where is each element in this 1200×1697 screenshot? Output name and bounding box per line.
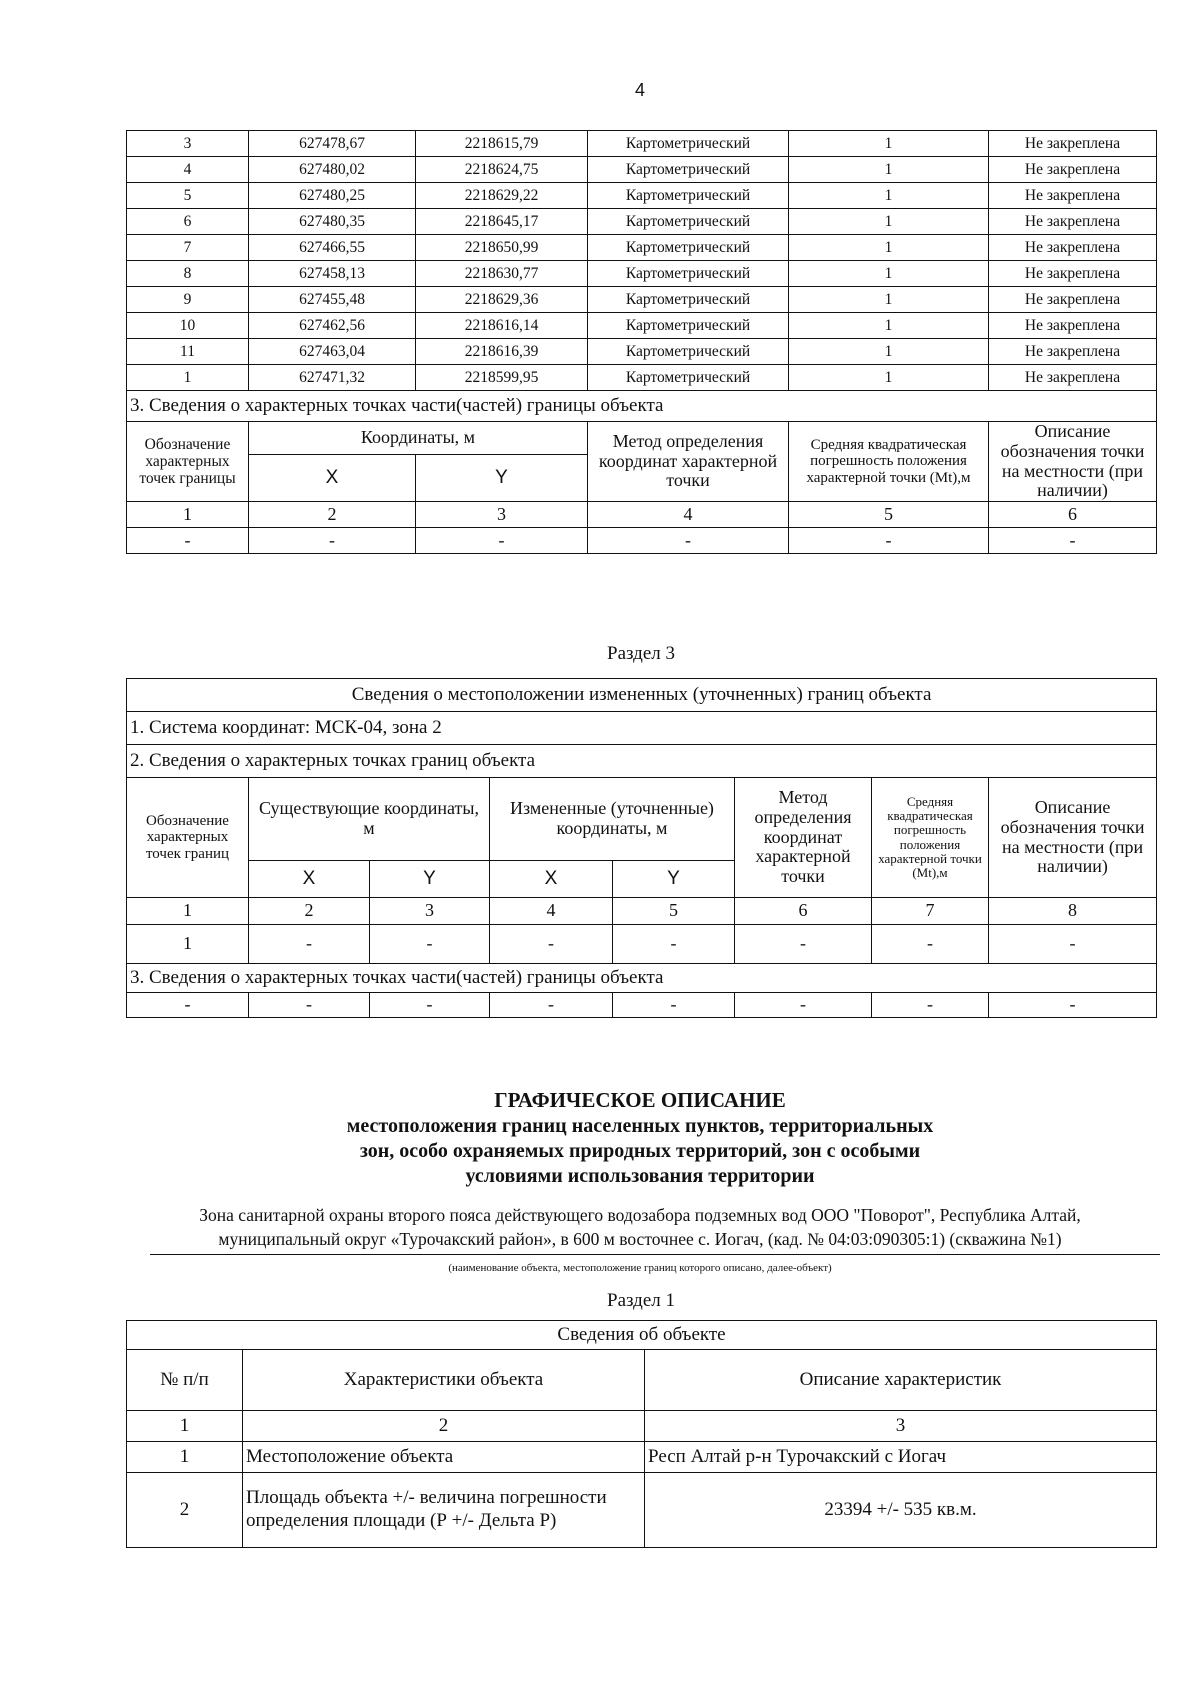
characteristic-value: 23394 +/- 535 кв.м. bbox=[645, 1473, 1157, 1548]
table-row bbox=[127, 313, 1157, 339]
fixation: Не закреплена bbox=[989, 235, 1157, 261]
method: Картометрический bbox=[588, 157, 789, 183]
header-changed-y: Y bbox=[613, 861, 735, 898]
table-row bbox=[127, 235, 1157, 261]
dash-cell: - bbox=[370, 925, 490, 964]
object-info-table bbox=[126, 1320, 1157, 1548]
error-mt: 1 bbox=[789, 365, 989, 391]
point-number: 5 bbox=[127, 183, 249, 209]
header-error: Средняя квадратическая погрешность положения характерной точки (Mt),м bbox=[872, 778, 989, 898]
table-row bbox=[127, 209, 1157, 235]
method: Картометрический bbox=[588, 261, 789, 287]
error-mt: 1 bbox=[789, 157, 989, 183]
col-number: 3 bbox=[645, 1411, 1157, 1442]
table-row bbox=[127, 365, 1157, 391]
dash-cell: - bbox=[370, 993, 490, 1018]
method: Картометрический bbox=[588, 339, 789, 365]
table-row bbox=[127, 339, 1157, 365]
header-error: Средняя квадратическая погрешность положения характерной точки (Mt),м bbox=[789, 422, 989, 502]
dash-cell: - bbox=[490, 925, 613, 964]
object-name-underline bbox=[150, 1254, 1160, 1255]
coord-x: 627455,48 bbox=[249, 287, 416, 313]
table-row bbox=[127, 131, 1157, 157]
coord-y: 2218599,95 bbox=[416, 365, 588, 391]
point-cell: 1 bbox=[127, 925, 249, 964]
fixation: Не закреплена bbox=[989, 183, 1157, 209]
method: Картометрический bbox=[588, 313, 789, 339]
header-existing-y: Y bbox=[370, 861, 490, 898]
point-number: 3 bbox=[127, 131, 249, 157]
col-number: 6 bbox=[735, 898, 872, 925]
coord-x: 627462,56 bbox=[249, 313, 416, 339]
object-name-line: муниципальный округ «Турочакский район», в 600 м восточнее с. Иогач, (кад. № 04:03:090305:1) (скважина №1) bbox=[218, 1229, 1062, 1249]
col-number: 5 bbox=[613, 898, 735, 925]
section1-caption: Раздел 1 bbox=[607, 1290, 675, 1311]
coord-y: 2218616,39 bbox=[416, 339, 588, 365]
point-number: 4 bbox=[127, 157, 249, 183]
table3-title: Сведения об объекте bbox=[127, 1321, 1157, 1350]
dash-cell: - bbox=[249, 528, 416, 554]
header-description: Описание характеристик bbox=[645, 1350, 1157, 1411]
dash-cell: - bbox=[490, 993, 613, 1018]
header-existing-coords: Существующие координаты, м bbox=[249, 778, 490, 861]
section3-caption: Раздел 3 bbox=[607, 643, 675, 664]
changed-boundaries-table bbox=[126, 678, 1157, 1018]
header-y: Y bbox=[416, 455, 588, 502]
dash-cell: - bbox=[588, 528, 789, 554]
coord-x: 627458,13 bbox=[249, 261, 416, 287]
graphic-subtitle-line: местоположения границ населенных пунктов, территориальных bbox=[346, 1115, 934, 1137]
method: Картометрический bbox=[588, 235, 789, 261]
dash-cell: - bbox=[989, 925, 1157, 964]
error-mt: 1 bbox=[789, 131, 989, 157]
fixation: Не закреплена bbox=[989, 209, 1157, 235]
col-number: 4 bbox=[490, 898, 613, 925]
col-number: 4 bbox=[588, 502, 789, 528]
coordinates-table-continued bbox=[126, 130, 1157, 554]
header-coordinates: Координаты, м bbox=[249, 422, 588, 455]
section3-title: 3. Сведения о характерных точках части(частей) границы объекта bbox=[127, 964, 1157, 993]
dash-cell: - bbox=[735, 925, 872, 964]
characteristic-value: Респ Алтай р-н Турочакский с Иогач bbox=[645, 1442, 1157, 1473]
dash-cell: - bbox=[789, 528, 989, 554]
coord-x: 627480,25 bbox=[249, 183, 416, 209]
header-designation: Обозначение характерных точек границ bbox=[127, 778, 249, 898]
page-number: 4 bbox=[634, 80, 645, 100]
dash-cell: - bbox=[989, 528, 1157, 554]
col-number: 2 bbox=[249, 898, 370, 925]
header-designation: Обозначение характерных точек границы bbox=[127, 422, 249, 502]
error-mt: 1 bbox=[789, 261, 989, 287]
coord-y: 2218629,36 bbox=[416, 287, 588, 313]
fixation: Не закреплена bbox=[989, 365, 1157, 391]
dash-cell: - bbox=[872, 993, 989, 1018]
point-number: 8 bbox=[127, 261, 249, 287]
point-number: 9 bbox=[127, 287, 249, 313]
header-number: № п/п bbox=[127, 1350, 243, 1411]
fixation: Не закреплена bbox=[989, 261, 1157, 287]
col-number: 5 bbox=[789, 502, 989, 528]
col-number: 1 bbox=[127, 1411, 243, 1442]
characteristic-label: Площадь объекта +/- величина погрешности определения площади (Р +/- Дельта Р) bbox=[243, 1473, 645, 1548]
fixation: Не закреплена bbox=[989, 157, 1157, 183]
point-number: 10 bbox=[127, 313, 249, 339]
coord-x: 627478,67 bbox=[249, 131, 416, 157]
coord-x: 627471,32 bbox=[249, 365, 416, 391]
col-number: 7 bbox=[872, 898, 989, 925]
header-method: Метод определения координат характерной точки bbox=[588, 422, 789, 502]
fixation: Не закреплена bbox=[989, 287, 1157, 313]
dash-cell: - bbox=[127, 528, 249, 554]
table2-title: Сведения о местоположении измененных (уточненных) границ объекта bbox=[127, 679, 1157, 712]
object-name-line: Зона санитарной охраны второго пояса действующего водозабора подземных вод ООО "Поворот", Республика Алтай, bbox=[199, 1205, 1081, 1225]
dash-cell: - bbox=[613, 993, 735, 1018]
col-number: 3 bbox=[370, 898, 490, 925]
col-number: 6 bbox=[989, 502, 1157, 528]
header-description: Описание обозначения точки на местности (при наличии) bbox=[989, 778, 1157, 898]
fixation: Не закреплена bbox=[989, 131, 1157, 157]
point-number: 6 bbox=[127, 209, 249, 235]
fixation: Не закреплена bbox=[989, 339, 1157, 365]
table-row bbox=[127, 287, 1157, 313]
dash-cell: - bbox=[989, 993, 1157, 1018]
col-number: 8 bbox=[989, 898, 1157, 925]
coord-x: 627463,04 bbox=[249, 339, 416, 365]
graphic-subtitle-line: зон, особо охраняемых природных территорий, зон с особыми bbox=[359, 1140, 921, 1162]
header-changed-coords: Измененные (уточненные) координаты, м bbox=[490, 778, 735, 861]
coord-y: 2218616,14 bbox=[416, 313, 588, 339]
col-number: 3 bbox=[416, 502, 588, 528]
dash-cell: - bbox=[872, 925, 989, 964]
row-number: 1 bbox=[127, 1442, 243, 1473]
coord-x: 627466,55 bbox=[249, 235, 416, 261]
header-changed-x: X bbox=[490, 861, 613, 898]
coord-y: 2218630,77 bbox=[416, 261, 588, 287]
col-number: 1 bbox=[127, 502, 249, 528]
row-number: 2 bbox=[127, 1473, 243, 1548]
header-method: Метод определения координат характерной точки bbox=[735, 778, 872, 898]
section2-title: 2. Сведения о характерных точках границ объекта bbox=[127, 745, 1157, 778]
table-row bbox=[127, 157, 1157, 183]
error-mt: 1 bbox=[789, 183, 989, 209]
error-mt: 1 bbox=[789, 209, 989, 235]
coord-system: 1. Система координат: МСК-04, зона 2 bbox=[127, 712, 1157, 745]
dash-cell: - bbox=[735, 993, 872, 1018]
header-x: X bbox=[249, 455, 416, 502]
coord-y: 2218615,79 bbox=[416, 131, 588, 157]
error-mt: 1 bbox=[789, 235, 989, 261]
fixation: Не закреплена bbox=[989, 313, 1157, 339]
table-row bbox=[127, 261, 1157, 287]
coord-y: 2218645,17 bbox=[416, 209, 588, 235]
graphic-title: ГРАФИЧЕСКОЕ ОПИСАНИЕ bbox=[494, 1088, 786, 1112]
col-number: 1 bbox=[127, 898, 249, 925]
error-mt: 1 bbox=[789, 313, 989, 339]
header-existing-x: X bbox=[249, 861, 370, 898]
point-number: 1 bbox=[127, 365, 249, 391]
section3-title: 3. Сведения о характерных точках части(частей) границы объекта bbox=[127, 391, 1157, 422]
point-number: 7 bbox=[127, 235, 249, 261]
graphic-subtitle-line: условиями использования территории bbox=[465, 1165, 815, 1187]
coord-y: 2218624,75 bbox=[416, 157, 588, 183]
coord-y: 2218629,22 bbox=[416, 183, 588, 209]
coord-x: 627480,35 bbox=[249, 209, 416, 235]
error-mt: 1 bbox=[789, 287, 989, 313]
method: Картометрический bbox=[588, 287, 789, 313]
error-mt: 1 bbox=[789, 339, 989, 365]
header-description: Описание обозначения точки на местности (при наличии) bbox=[989, 422, 1157, 502]
point-number: 11 bbox=[127, 339, 249, 365]
method: Картометрический bbox=[588, 131, 789, 157]
method: Картометрический bbox=[588, 365, 789, 391]
table-row bbox=[127, 183, 1157, 209]
dash-cell: - bbox=[416, 528, 588, 554]
characteristic-label: Местоположение объекта bbox=[243, 1442, 645, 1473]
col-number: 2 bbox=[243, 1411, 645, 1442]
dash-cell: - bbox=[249, 993, 370, 1018]
method: Картометрический bbox=[588, 209, 789, 235]
dash-cell: - bbox=[127, 993, 249, 1018]
dash-cell: - bbox=[613, 925, 735, 964]
header-characteristics: Характеристики объекта bbox=[243, 1350, 645, 1411]
col-number: 2 bbox=[249, 502, 416, 528]
method: Картометрический bbox=[588, 183, 789, 209]
object-name-note: (наименование объекта, местоположение границ которого описано, далее-объект) bbox=[448, 1262, 832, 1274]
coord-y: 2218650,99 bbox=[416, 235, 588, 261]
dash-cell: - bbox=[249, 925, 370, 964]
coord-x: 627480,02 bbox=[249, 157, 416, 183]
